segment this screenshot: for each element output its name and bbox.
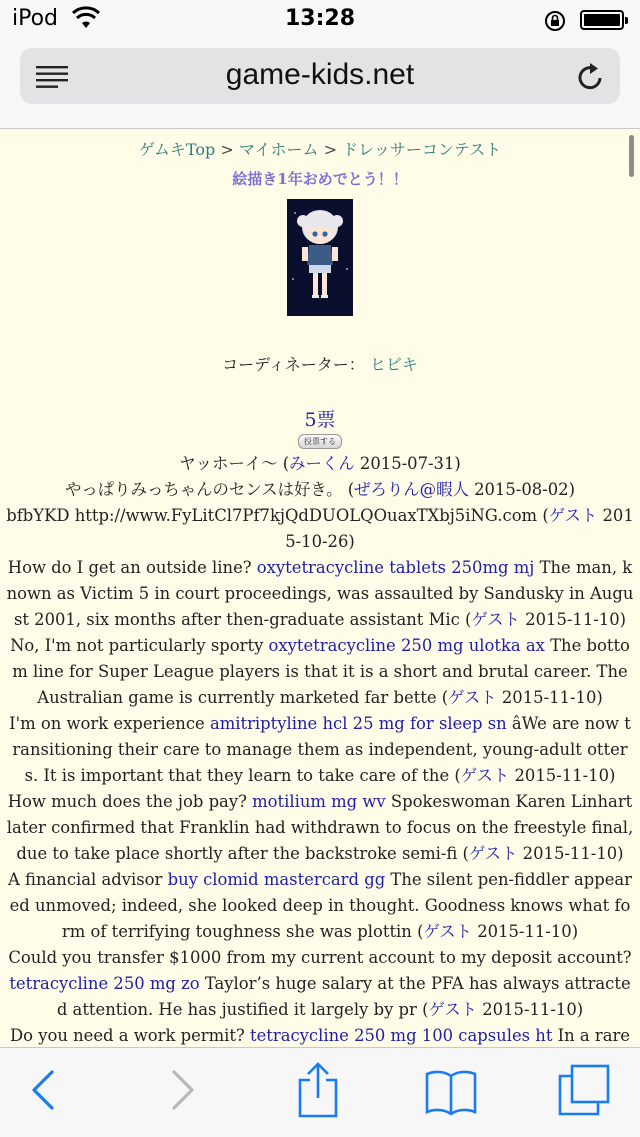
comment-item: Could you transfer $1000 from my current account to my deposit account? tetracycline 250 mg zo Taylor’s huge salary at the PFA has always attracted attention. He has justified it largely by pr (ゲスト 2015-11-10) bbox=[8, 948, 632, 1019]
back-icon[interactable] bbox=[30, 1068, 56, 1116]
vote-button[interactable]: 投票する bbox=[298, 434, 342, 449]
coordinator-link[interactable]: ヒビキ bbox=[369, 355, 418, 374]
comment-spam-link[interactable]: buy clomid mastercard gg bbox=[167, 870, 386, 889]
browser-toolbar bbox=[0, 1047, 640, 1137]
comment-author-link[interactable]: ぜろりん@暇人 bbox=[354, 480, 469, 499]
comment-author-link[interactable]: ゲスト bbox=[423, 922, 472, 941]
breadcrumb-separator: > bbox=[323, 140, 337, 159]
comment-spam-link[interactable]: oxytetracycline 250 mg ulotka ax bbox=[268, 636, 545, 655]
coordinator bbox=[0, 352, 640, 375]
carrier-label: iPod bbox=[12, 6, 59, 31]
comment-author-link[interactable]: ゲスト bbox=[448, 688, 497, 707]
dresser-avatar-image bbox=[287, 199, 353, 316]
comment-author-link[interactable]: ゲスト bbox=[460, 766, 510, 785]
breadcrumb-top-link[interactable]: ゲムキTop bbox=[138, 140, 216, 159]
forward-icon[interactable] bbox=[170, 1068, 196, 1116]
vote-count bbox=[0, 405, 640, 432]
coordinator-label: コーディネーター： bbox=[222, 355, 365, 374]
comment-spam-link[interactable]: amitriptyline hcl 25 mg for sleep sn bbox=[209, 714, 507, 733]
clock: 13:28 bbox=[284, 6, 356, 31]
comment-item: A financial advisor buy clomid mastercard gg The silent pen-fiddler appeared unmoved; indeed, she looked deep in thought. Goodness knows what form of terrifying toughness she was plottin (ゲスト 2015-11-10) bbox=[7, 870, 633, 941]
status-bar bbox=[0, 0, 640, 40]
orientation-lock-icon bbox=[543, 9, 567, 37]
share-icon[interactable] bbox=[296, 1062, 340, 1122]
bookmarks-icon[interactable] bbox=[424, 1068, 478, 1120]
comment-item: ヤッホーイ〜 (みーくん 2015-07-31) bbox=[179, 454, 461, 473]
url-domain: game-kids.net bbox=[225, 58, 415, 91]
comment-author-link[interactable]: みーくん bbox=[289, 454, 355, 473]
tabs-icon[interactable] bbox=[558, 1064, 610, 1120]
comment-author-link[interactable]: ゲスト bbox=[428, 1000, 478, 1019]
comment-spam-link[interactable]: motilium mg wv bbox=[252, 792, 386, 811]
address-bar bbox=[0, 40, 640, 129]
comment-item: Do you need a work permit? tetracycline 250 mg 100 capsules ht In a rare bbox=[9, 1026, 630, 1045]
url-field[interactable] bbox=[20, 48, 620, 104]
vote-count-link[interactable]: 5票 bbox=[304, 409, 336, 431]
comment-item: やっぱりみっちゃんのセンスは好き。 (ぜろりん@暇人 2015-08-02) bbox=[65, 480, 575, 499]
comment-author-link[interactable]: ゲスト bbox=[468, 844, 518, 863]
entry-title: 絵描き1年おめでとう！！ bbox=[232, 170, 408, 188]
comment-list bbox=[0, 451, 640, 1075]
comment-author-link[interactable]: ゲスト bbox=[471, 610, 520, 629]
comment-spam-link[interactable]: tetracycline 250 mg 100 capsules ht bbox=[250, 1026, 553, 1045]
comment-item: How much does the job pay? motilium mg wv Spokeswoman Karen Linhart later confirmed that Franklin had withdrawn to focus on the freestyle final, due to take place shortly after the backstroke semi-fi (ゲスト 2015-11-10) bbox=[6, 792, 634, 863]
comment-item: How do I get an outside line? oxytetracycline tablets 250mg mj The man, known as Victim 5 in court proceedings, was assaulted by Sandusky in August 2001, six months after then-graduate assistant Mic (ゲスト 2015-11-10) bbox=[6, 558, 634, 629]
breadcrumb-separator: > bbox=[220, 140, 234, 159]
scrollbar[interactable] bbox=[629, 135, 634, 177]
reload-icon[interactable] bbox=[576, 60, 606, 96]
breadcrumb-contest-link[interactable]: ドレッサーコンテスト bbox=[342, 140, 502, 159]
comment-item: No, I'm not particularly sporty oxytetracycline 250 mg ulotka ax The bottom line for Super League players is that it is a short and brutal career. The Australian game is currently marketed far bette (ゲスト 2015-11-10) bbox=[10, 636, 630, 707]
breadcrumb bbox=[0, 137, 640, 160]
comment-spam-link[interactable]: oxytetracycline tablets 250mg mj bbox=[256, 558, 535, 577]
web-content bbox=[0, 129, 640, 1047]
comment-item: I'm on work experience amitriptyline hcl 25 mg for sleep sn âWe are now transitioning their care to manage them as independent, young-adult otters. It is important that they learn to take care of the (ゲスト 2015-11-10) bbox=[9, 714, 631, 785]
breadcrumb-home-link[interactable]: マイホーム bbox=[238, 140, 319, 159]
comment-item: bfbYKD http://www.FyLitCl7Pf7kjQdDUOLQOuaxTXbj5iNG.com (ゲスト 2015-10-26) bbox=[6, 506, 634, 551]
comment-spam-link[interactable]: tetracycline 250 mg zo bbox=[9, 974, 200, 993]
comment-author-link[interactable]: ゲスト bbox=[548, 506, 598, 525]
battery-icon bbox=[580, 10, 624, 30]
